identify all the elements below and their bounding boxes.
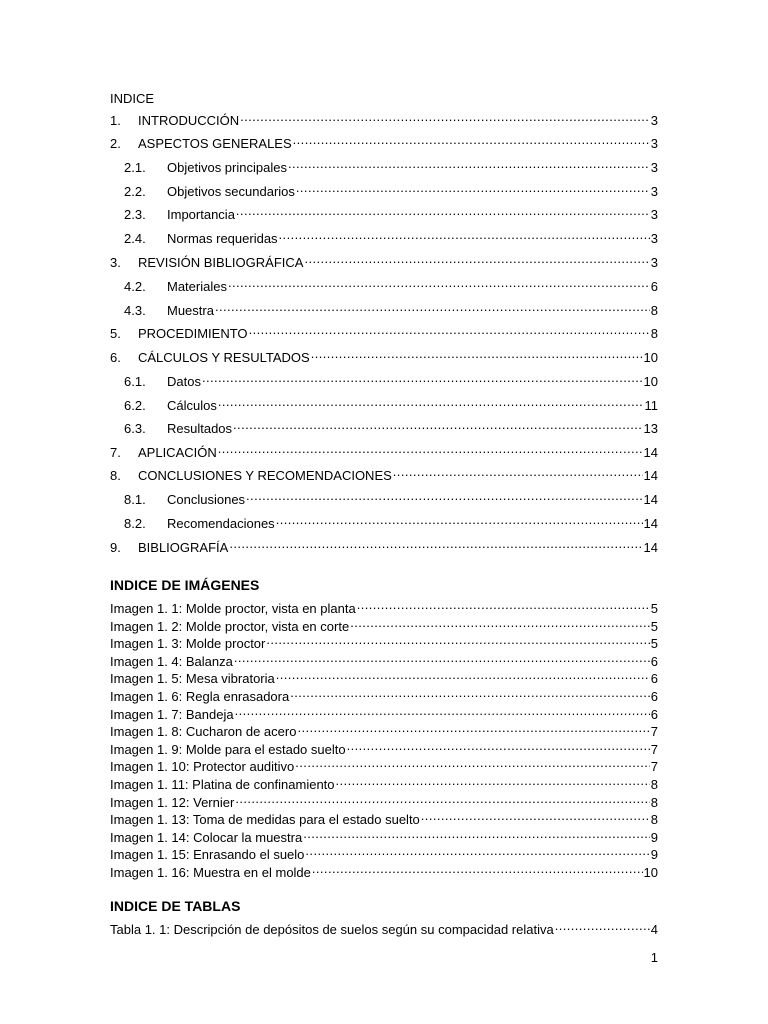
image-index-title: Imagen 1. 5: Mesa vibratoria: [110, 671, 275, 687]
dot-leader: [229, 536, 642, 552]
toc-entry: [110, 109, 658, 129]
dot-leader: [421, 808, 650, 824]
dot-leader: [276, 667, 650, 683]
toc-entry: [124, 156, 658, 176]
toc-entry: [124, 227, 658, 247]
toc-entry-number: 3.: [110, 255, 121, 270]
image-index-page: 8: [650, 777, 658, 792]
toc-entry-page: 14: [643, 445, 658, 460]
toc-entry-title: CÁLCULOS Y RESULTADOS: [138, 350, 310, 365]
image-index-entry: [110, 861, 658, 881]
toc-entry-number: 8.: [110, 468, 121, 483]
table-index-entry: [110, 918, 658, 938]
dot-leader: [312, 861, 643, 877]
toc-entry: [110, 251, 658, 271]
image-index-page: 5: [650, 618, 658, 634]
toc-entry-page: 3: [650, 136, 658, 151]
image-index-page: 9: [650, 847, 658, 863]
image-index-title: Imagen 1. 16: Muestra en el molde: [110, 865, 311, 880]
dot-leader: [236, 203, 650, 219]
image-index-page: 8: [650, 794, 658, 810]
toc-entry-number: 4.2.: [124, 279, 146, 294]
toc-entry-title: CONCLUSIONES Y RECOMENDACIONES: [138, 468, 392, 483]
toc-entry-number: 2.: [110, 136, 121, 151]
toc-entry-page: 14: [643, 468, 658, 483]
toc-entry-title: Conclusiones: [167, 492, 246, 507]
dot-leader: [357, 597, 650, 613]
toc-entry-page: 13: [643, 421, 658, 436]
toc-entry: [124, 488, 658, 508]
toc-entry-page: 14: [643, 540, 658, 555]
toc-entry: [110, 464, 658, 484]
toc-entry-page: 3: [650, 255, 658, 270]
image-index-page: 8: [650, 812, 658, 828]
toc-entry-number: 8.1.: [124, 492, 146, 507]
image-index-title: Imagen 1. 11: Platina de confinamiento: [110, 777, 335, 792]
toc-entry-title: ASPECTOS GENERALES: [138, 136, 292, 151]
toc-entry-title: Muestra: [167, 303, 214, 318]
tables-index-heading: INDICE DE TABLAS: [110, 898, 241, 914]
dot-leader: [233, 417, 642, 433]
toc-entry-number: 6.1.: [124, 374, 146, 389]
toc-entry: [110, 346, 658, 366]
image-index-page: 6: [650, 689, 658, 704]
dot-leader: [249, 322, 650, 338]
toc-entry-page: 3: [650, 207, 658, 222]
dot-leader: [311, 346, 643, 362]
toc-entry-title: Cálculos: [167, 398, 217, 413]
toc-entry-title: INTRODUCCIÓN: [138, 113, 240, 128]
toc-entry-page: 3: [650, 160, 658, 175]
dot-leader: [288, 156, 650, 172]
toc-entry-number: 7.: [110, 445, 121, 460]
image-index-page: 10: [643, 865, 658, 880]
toc-entry-page: 14: [643, 516, 658, 531]
toc-entry-number: 4.3.: [124, 303, 146, 318]
toc-entry-title: Normas requeridas: [167, 231, 278, 246]
toc-entry-page: 8: [650, 326, 658, 341]
image-index-page: 7: [650, 759, 658, 775]
toc-entry-number: 6.3.: [124, 421, 146, 436]
dot-leader: [266, 632, 649, 648]
toc-entry: [124, 180, 658, 200]
dot-leader: [296, 180, 650, 196]
image-index-title: Imagen 1. 4: Balanza: [110, 653, 233, 669]
toc-entry-number: 2.2.: [124, 184, 146, 199]
toc-entry-title: Recomendaciones: [167, 516, 275, 531]
toc-entry: [110, 441, 658, 461]
toc-entry-title: PROCEDIMIENTO: [138, 326, 248, 341]
table-index-page: 4: [650, 922, 658, 937]
dot-leader: [555, 918, 650, 934]
toc-entry: [124, 275, 658, 295]
image-index-page: 6: [650, 706, 658, 722]
toc-entry-title: APLICACIÓN: [138, 445, 217, 460]
toc-entry-number: 5.: [110, 326, 121, 341]
table-index-title: Tabla 1. 1: Descripción de depósitos de suelos según su compacidad relativa: [110, 922, 554, 937]
dot-leader: [293, 132, 650, 148]
toc-entry-page: 10: [643, 350, 658, 365]
toc-entry-number: 2.3.: [124, 207, 146, 222]
image-index-page: 5: [650, 601, 658, 616]
dot-leader: [276, 512, 643, 528]
toc-entry-title: Resultados: [167, 421, 233, 436]
toc-entry: [124, 394, 658, 414]
image-index-page: 7: [650, 724, 658, 740]
dot-leader: [336, 773, 650, 789]
toc-entry-page: 3: [650, 113, 658, 128]
toc-entry-page: 3: [650, 231, 658, 246]
toc-entry-title: BIBLIOGRAFÍA: [138, 540, 229, 555]
dot-leader: [290, 685, 650, 701]
dot-leader: [202, 370, 643, 386]
toc-entry-number: 6.: [110, 350, 121, 365]
image-index-title: Imagen 1. 6: Regla enrasadora: [110, 689, 290, 704]
image-index-page: 5: [650, 636, 658, 652]
toc-entry-number: 8.2.: [124, 516, 146, 531]
toc-entry-title: REVISIÓN BIBLIOGRÁFICA: [138, 255, 304, 270]
dot-leader: [240, 109, 650, 125]
dot-leader: [304, 251, 649, 267]
dot-leader: [218, 394, 644, 410]
dot-leader: [350, 615, 650, 631]
toc-entry-title: Objetivos secundarios: [167, 184, 295, 199]
dot-leader: [279, 227, 650, 243]
toc-entry-page: 6: [650, 279, 658, 294]
toc-entry-page: 8: [650, 303, 658, 318]
toc-entry-title: Importancia: [167, 207, 235, 222]
toc-entry: [124, 370, 658, 390]
dot-leader: [235, 791, 649, 807]
dot-leader: [393, 464, 643, 480]
dot-leader: [295, 755, 649, 771]
image-index-page: 6: [650, 671, 658, 687]
dot-leader: [234, 650, 650, 666]
toc-entry-title: Materiales: [167, 279, 227, 294]
image-index-title: Imagen 1. 8: Cucharon de acero: [110, 724, 297, 740]
image-index-title: Imagen 1. 1: Molde proctor, vista en planta: [110, 601, 356, 616]
page-number: 1: [650, 950, 658, 965]
toc-entry-number: 9.: [110, 540, 121, 555]
toc-entry-page: 14: [643, 492, 658, 507]
toc-entry-number: 6.2.: [124, 398, 146, 413]
dot-leader: [246, 488, 642, 504]
toc-entry: [110, 132, 658, 152]
toc-entry-number: 2.1.: [124, 160, 146, 175]
toc-entry: [110, 536, 658, 556]
toc-entry: [110, 322, 658, 342]
toc-entry: [124, 203, 658, 223]
toc-heading: INDICE: [110, 91, 155, 106]
image-index-title: Imagen 1. 14: Colocar la muestra: [110, 829, 303, 845]
toc-entry-number: 1.: [110, 113, 121, 128]
toc-entry-page: 3: [650, 184, 658, 199]
dot-leader: [218, 441, 643, 457]
image-index-title: Imagen 1. 13: Toma de medidas para el estado suelto: [110, 812, 420, 828]
dot-leader: [297, 720, 649, 736]
image-index-title: Imagen 1. 3: Molde proctor: [110, 636, 266, 652]
image-index-page: 7: [650, 741, 658, 757]
dot-leader: [347, 738, 650, 754]
dot-leader: [235, 703, 650, 719]
dot-leader: [303, 826, 650, 842]
dot-leader: [305, 843, 649, 859]
image-index-page: 9: [650, 829, 658, 845]
toc-entry: [124, 512, 658, 532]
image-index-title: Imagen 1. 2: Molde proctor, vista en corte: [110, 618, 350, 634]
image-index-title: Imagen 1. 12: Vernier: [110, 794, 235, 810]
dot-leader: [215, 299, 650, 315]
toc-entry-page: 10: [643, 374, 658, 389]
image-index-title: Imagen 1. 15: Enrasando el suelo: [110, 847, 305, 863]
toc-entry-title: Datos: [167, 374, 201, 389]
dot-leader: [228, 275, 650, 291]
images-index-heading: INDICE DE IMÁGENES: [110, 577, 260, 593]
toc-entry: [124, 417, 658, 437]
toc-entry: [124, 299, 658, 319]
toc-entry-page: 11: [644, 398, 658, 413]
toc-entry-number: 2.4.: [124, 231, 146, 246]
image-index-page: 6: [650, 653, 658, 669]
image-index-title: Imagen 1. 7: Bandeja: [110, 706, 234, 722]
image-index-title: Imagen 1. 10: Protector auditivo: [110, 759, 295, 775]
image-index-title: Imagen 1. 9: Molde para el estado suelto: [110, 741, 346, 757]
toc-entry-title: Objetivos principales: [167, 160, 287, 175]
